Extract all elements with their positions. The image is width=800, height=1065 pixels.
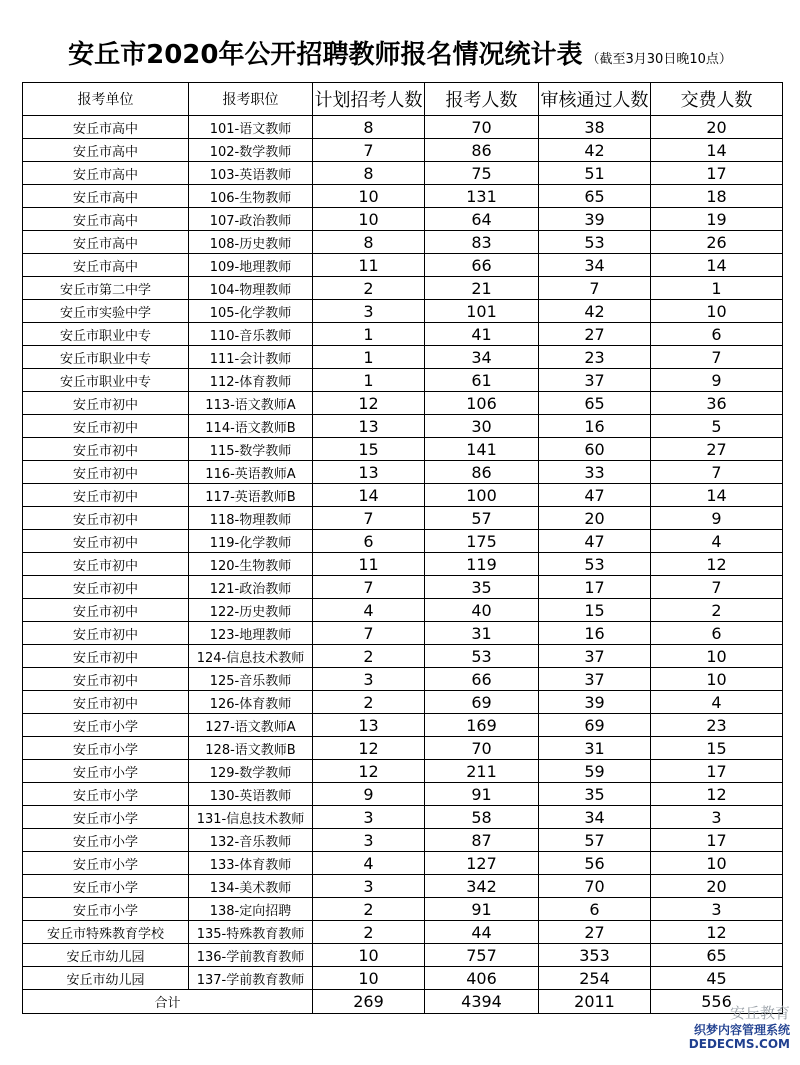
cell-unit: 安丘市实验中学 — [23, 300, 189, 323]
cell-position: 110-音乐教师 — [189, 323, 313, 346]
cell-approved: 39 — [539, 208, 651, 231]
table-row — [23, 852, 783, 875]
cell-planned: 8 — [313, 116, 425, 139]
cell-approved: 70 — [539, 875, 651, 898]
cell-position: 121-政治教师 — [189, 576, 313, 599]
cell-applicants: 70 — [425, 116, 539, 139]
header-position: 报考职位 — [189, 83, 313, 116]
cell-paid: 19 — [651, 208, 783, 231]
table-row — [23, 461, 783, 484]
cell-paid: 10 — [651, 668, 783, 691]
cell-unit: 安丘市第二中学 — [23, 277, 189, 300]
cell-approved: 65 — [539, 392, 651, 415]
table-row — [23, 599, 783, 622]
cell-unit: 安丘市初中 — [23, 507, 189, 530]
cell-planned: 11 — [313, 553, 425, 576]
table-body — [23, 116, 783, 990]
table-row — [23, 162, 783, 185]
cell-applicants: 141 — [425, 438, 539, 461]
cell-planned: 12 — [313, 737, 425, 760]
cell-applicants: 41 — [425, 323, 539, 346]
table-row — [23, 714, 783, 737]
cell-approved: 69 — [539, 714, 651, 737]
cell-planned: 8 — [313, 162, 425, 185]
cell-applicants: 69 — [425, 691, 539, 714]
table-row — [23, 645, 783, 668]
cell-unit: 安丘市初中 — [23, 691, 189, 714]
cell-approved: 31 — [539, 737, 651, 760]
cell-position: 138-定向招聘 — [189, 898, 313, 921]
cell-planned: 3 — [313, 300, 425, 323]
cell-unit: 安丘市初中 — [23, 576, 189, 599]
cell-position: 112-体育教师 — [189, 369, 313, 392]
table-row — [23, 760, 783, 783]
cell-paid: 14 — [651, 139, 783, 162]
cell-applicants: 106 — [425, 392, 539, 415]
table-row — [23, 254, 783, 277]
cell-paid: 9 — [651, 369, 783, 392]
table-row — [23, 691, 783, 714]
table-row — [23, 576, 783, 599]
cell-paid: 5 — [651, 415, 783, 438]
table-row — [23, 277, 783, 300]
cell-planned: 1 — [313, 323, 425, 346]
cell-position: 130-英语教师 — [189, 783, 313, 806]
cell-approved: 42 — [539, 300, 651, 323]
table-row — [23, 369, 783, 392]
cell-applicants: 75 — [425, 162, 539, 185]
cell-position: 131-信息技术教师 — [189, 806, 313, 829]
cell-planned: 7 — [313, 507, 425, 530]
table-row — [23, 944, 783, 967]
cell-position: 134-美术教师 — [189, 875, 313, 898]
cell-planned: 1 — [313, 369, 425, 392]
header-paid: 交费人数 — [651, 83, 783, 116]
cell-planned: 9 — [313, 783, 425, 806]
cell-planned: 10 — [313, 967, 425, 990]
cell-applicants: 169 — [425, 714, 539, 737]
cell-applicants: 21 — [425, 277, 539, 300]
cell-unit: 安丘市小学 — [23, 898, 189, 921]
cell-paid: 6 — [651, 323, 783, 346]
cell-planned: 3 — [313, 829, 425, 852]
cell-approved: 34 — [539, 806, 651, 829]
cell-paid: 23 — [651, 714, 783, 737]
cell-applicants: 127 — [425, 852, 539, 875]
cell-approved: 33 — [539, 461, 651, 484]
table-row — [23, 346, 783, 369]
cell-position: 129-数学教师 — [189, 760, 313, 783]
cell-applicants: 64 — [425, 208, 539, 231]
cell-planned: 13 — [313, 461, 425, 484]
cell-position: 103-英语教师 — [189, 162, 313, 185]
cell-position: 107-政治教师 — [189, 208, 313, 231]
cell-unit: 安丘市初中 — [23, 553, 189, 576]
table-row — [23, 185, 783, 208]
cell-planned: 10 — [313, 944, 425, 967]
cell-approved: 7 — [539, 277, 651, 300]
cell-paid: 12 — [651, 921, 783, 944]
cell-position: 122-历史教师 — [189, 599, 313, 622]
cell-paid: 7 — [651, 346, 783, 369]
cell-position: 109-地理教师 — [189, 254, 313, 277]
cell-approved: 254 — [539, 967, 651, 990]
watermark-line1: 织梦内容管理系统 — [693, 1023, 790, 1037]
table-row — [23, 921, 783, 944]
cell-unit: 安丘市职业中专 — [23, 323, 189, 346]
table-row — [23, 231, 783, 254]
cell-approved: 57 — [539, 829, 651, 852]
cell-planned: 4 — [313, 599, 425, 622]
table-row — [23, 829, 783, 852]
table-row — [23, 530, 783, 553]
table-row — [23, 139, 783, 162]
cell-position: 114-语文教师B — [189, 415, 313, 438]
cell-paid: 12 — [651, 783, 783, 806]
header-planned: 计划招考人数 — [313, 83, 425, 116]
cell-paid: 65 — [651, 944, 783, 967]
cell-position: 120-生物教师 — [189, 553, 313, 576]
cell-paid: 10 — [651, 852, 783, 875]
header-unit: 报考单位 — [23, 83, 189, 116]
table-row — [23, 300, 783, 323]
cell-unit: 安丘市幼儿园 — [23, 967, 189, 990]
cell-position: 127-语文教师A — [189, 714, 313, 737]
cell-paid: 6 — [651, 622, 783, 645]
cell-unit: 安丘市高中 — [23, 254, 189, 277]
cell-paid: 10 — [651, 645, 783, 668]
cell-paid: 3 — [651, 898, 783, 921]
cell-unit: 安丘市初中 — [23, 622, 189, 645]
cell-approved: 16 — [539, 622, 651, 645]
registration-table — [22, 82, 783, 1014]
table-row — [23, 553, 783, 576]
cell-planned: 2 — [313, 645, 425, 668]
cell-paid: 9 — [651, 507, 783, 530]
cell-unit: 安丘市特殊教育学校 — [23, 921, 189, 944]
cell-unit: 安丘市小学 — [23, 829, 189, 852]
cell-position: 124-信息技术教师 — [189, 645, 313, 668]
cell-position: 116-英语教师A — [189, 461, 313, 484]
cell-approved: 47 — [539, 530, 651, 553]
cell-paid: 4 — [651, 530, 783, 553]
table-header-row — [23, 83, 783, 116]
cell-paid: 15 — [651, 737, 783, 760]
cell-paid: 17 — [651, 760, 783, 783]
cell-applicants: 53 — [425, 645, 539, 668]
cell-unit: 安丘市初中 — [23, 530, 189, 553]
cell-approved: 42 — [539, 139, 651, 162]
cell-planned: 1 — [313, 346, 425, 369]
cell-approved: 37 — [539, 668, 651, 691]
cell-position: 125-音乐教师 — [189, 668, 313, 691]
total-approved: 2011 — [539, 990, 651, 1014]
cell-unit: 安丘市初中 — [23, 415, 189, 438]
cell-planned: 12 — [313, 392, 425, 415]
table-row — [23, 898, 783, 921]
table-row — [23, 208, 783, 231]
table-row — [23, 323, 783, 346]
cell-approved: 38 — [539, 116, 651, 139]
cell-planned: 7 — [313, 622, 425, 645]
cell-approved: 16 — [539, 415, 651, 438]
cell-approved: 15 — [539, 599, 651, 622]
cell-approved: 27 — [539, 323, 651, 346]
cell-approved: 56 — [539, 852, 651, 875]
cell-planned: 3 — [313, 875, 425, 898]
cell-unit: 安丘市高中 — [23, 231, 189, 254]
cell-paid: 2 — [651, 599, 783, 622]
cell-paid: 17 — [651, 829, 783, 852]
cell-paid: 20 — [651, 116, 783, 139]
cell-approved: 65 — [539, 185, 651, 208]
cell-applicants: 175 — [425, 530, 539, 553]
cell-applicants: 211 — [425, 760, 539, 783]
cell-approved: 20 — [539, 507, 651, 530]
table-row — [23, 438, 783, 461]
total-label: 合计 — [23, 990, 313, 1014]
cell-position: 126-体育教师 — [189, 691, 313, 714]
cell-paid: 3 — [651, 806, 783, 829]
table-row — [23, 875, 783, 898]
cell-paid: 7 — [651, 576, 783, 599]
cell-applicants: 57 — [425, 507, 539, 530]
cell-applicants: 131 — [425, 185, 539, 208]
cell-applicants: 58 — [425, 806, 539, 829]
watermark-line2: DEDECMS.COM — [688, 1037, 790, 1051]
table-row — [23, 484, 783, 507]
cell-unit: 安丘市初中 — [23, 599, 189, 622]
cell-applicants: 35 — [425, 576, 539, 599]
cell-applicants: 40 — [425, 599, 539, 622]
cell-approved: 23 — [539, 346, 651, 369]
cell-paid: 27 — [651, 438, 783, 461]
cell-applicants: 342 — [425, 875, 539, 898]
cell-position: 117-英语教师B — [189, 484, 313, 507]
cell-applicants: 86 — [425, 461, 539, 484]
cell-approved: 39 — [539, 691, 651, 714]
table-row — [23, 668, 783, 691]
table-row — [23, 116, 783, 139]
table-row — [23, 806, 783, 829]
cell-paid: 1 — [651, 277, 783, 300]
cell-planned: 15 — [313, 438, 425, 461]
cell-planned: 13 — [313, 415, 425, 438]
cell-applicants: 70 — [425, 737, 539, 760]
cell-approved: 27 — [539, 921, 651, 944]
table-row — [23, 967, 783, 990]
cell-planned: 3 — [313, 806, 425, 829]
cell-planned: 10 — [313, 185, 425, 208]
cell-paid: 10 — [651, 300, 783, 323]
cell-paid: 20 — [651, 875, 783, 898]
cell-planned: 8 — [313, 231, 425, 254]
cell-planned: 11 — [313, 254, 425, 277]
cell-unit: 安丘市幼儿园 — [23, 944, 189, 967]
cell-planned: 2 — [313, 691, 425, 714]
cell-position: 113-语文教师A — [189, 392, 313, 415]
cell-applicants: 101 — [425, 300, 539, 323]
cell-position: 137-学前教育教师 — [189, 967, 313, 990]
header-applicants: 报考人数 — [425, 83, 539, 116]
cell-applicants: 100 — [425, 484, 539, 507]
cell-position: 101-语文教师 — [189, 116, 313, 139]
page-title: 安丘市2020年公开招聘教师报名情况统计表 — [68, 40, 583, 70]
cell-approved: 53 — [539, 553, 651, 576]
cell-approved: 37 — [539, 369, 651, 392]
cell-unit: 安丘市初中 — [23, 484, 189, 507]
cell-applicants: 66 — [425, 254, 539, 277]
title-bar — [0, 34, 800, 71]
cell-planned: 2 — [313, 898, 425, 921]
cell-applicants: 66 — [425, 668, 539, 691]
cell-unit: 安丘市小学 — [23, 806, 189, 829]
cell-unit: 安丘市职业中专 — [23, 346, 189, 369]
header-approved: 审核通过人数 — [539, 83, 651, 116]
total-row — [23, 990, 783, 1014]
cell-unit: 安丘市初中 — [23, 668, 189, 691]
cell-approved: 51 — [539, 162, 651, 185]
cell-paid: 18 — [651, 185, 783, 208]
cell-planned: 12 — [313, 760, 425, 783]
cell-applicants: 757 — [425, 944, 539, 967]
cell-unit: 安丘市高中 — [23, 116, 189, 139]
cell-approved: 59 — [539, 760, 651, 783]
total-applicants: 4394 — [425, 990, 539, 1014]
cell-position: 115-数学教师 — [189, 438, 313, 461]
cell-planned: 13 — [313, 714, 425, 737]
cell-applicants: 91 — [425, 783, 539, 806]
cell-paid: 45 — [651, 967, 783, 990]
watermark-site — [689, 1023, 790, 1051]
cell-position: 102-数学教师 — [189, 139, 313, 162]
cell-position: 105-化学教师 — [189, 300, 313, 323]
cell-applicants: 34 — [425, 346, 539, 369]
cell-position: 104-物理教师 — [189, 277, 313, 300]
cell-applicants: 406 — [425, 967, 539, 990]
cell-planned: 6 — [313, 530, 425, 553]
cell-paid: 26 — [651, 231, 783, 254]
cell-position: 135-特殊教育教师 — [189, 921, 313, 944]
cell-planned: 4 — [313, 852, 425, 875]
cell-paid: 17 — [651, 162, 783, 185]
cell-applicants: 86 — [425, 139, 539, 162]
cell-applicants: 31 — [425, 622, 539, 645]
cell-approved: 35 — [539, 783, 651, 806]
cell-applicants: 83 — [425, 231, 539, 254]
cell-paid: 36 — [651, 392, 783, 415]
cell-paid: 14 — [651, 484, 783, 507]
cell-unit: 安丘市高中 — [23, 162, 189, 185]
cell-approved: 34 — [539, 254, 651, 277]
cell-planned: 7 — [313, 139, 425, 162]
cell-approved: 353 — [539, 944, 651, 967]
cell-paid: 14 — [651, 254, 783, 277]
cell-approved: 17 — [539, 576, 651, 599]
cell-unit: 安丘市高中 — [23, 208, 189, 231]
cell-position: 111-会计教师 — [189, 346, 313, 369]
cell-approved: 6 — [539, 898, 651, 921]
cell-approved: 37 — [539, 645, 651, 668]
cell-unit: 安丘市小学 — [23, 875, 189, 898]
cell-paid: 7 — [651, 461, 783, 484]
cell-unit: 安丘市小学 — [23, 737, 189, 760]
cell-applicants: 61 — [425, 369, 539, 392]
cell-applicants: 44 — [425, 921, 539, 944]
cell-applicants: 91 — [425, 898, 539, 921]
cell-planned: 14 — [313, 484, 425, 507]
cell-unit: 安丘市初中 — [23, 438, 189, 461]
cell-planned: 3 — [313, 668, 425, 691]
table-row — [23, 737, 783, 760]
cell-position: 132-音乐教师 — [189, 829, 313, 852]
cell-unit: 安丘市职业中专 — [23, 369, 189, 392]
cell-approved: 47 — [539, 484, 651, 507]
table-row — [23, 392, 783, 415]
cell-unit: 安丘市初中 — [23, 645, 189, 668]
table-row — [23, 622, 783, 645]
total-planned: 269 — [313, 990, 425, 1014]
page-subtitle: （截至3月30日晚10点） — [586, 52, 732, 67]
cell-position: 123-地理教师 — [189, 622, 313, 645]
cell-approved: 60 — [539, 438, 651, 461]
cell-approved: 53 — [539, 231, 651, 254]
table-row — [23, 415, 783, 438]
table-row — [23, 783, 783, 806]
cell-position: 128-语文教师B — [189, 737, 313, 760]
cell-planned: 10 — [313, 208, 425, 231]
cell-position: 106-生物教师 — [189, 185, 313, 208]
cell-paid: 12 — [651, 553, 783, 576]
cell-position: 136-学前教育教师 — [189, 944, 313, 967]
cell-unit: 安丘市初中 — [23, 392, 189, 415]
total-paid: 556 — [651, 990, 783, 1014]
cell-applicants: 30 — [425, 415, 539, 438]
cell-unit: 安丘市小学 — [23, 852, 189, 875]
cell-unit: 安丘市小学 — [23, 783, 189, 806]
cell-planned: 2 — [313, 277, 425, 300]
watermark-source: 安丘教育 — [729, 1004, 790, 1022]
cell-paid: 4 — [651, 691, 783, 714]
watermark — [689, 1002, 790, 1051]
cell-unit: 安丘市初中 — [23, 461, 189, 484]
cell-position: 119-化学教师 — [189, 530, 313, 553]
cell-unit: 安丘市高中 — [23, 139, 189, 162]
cell-unit: 安丘市小学 — [23, 760, 189, 783]
table-row — [23, 507, 783, 530]
cell-position: 118-物理教师 — [189, 507, 313, 530]
cell-applicants: 119 — [425, 553, 539, 576]
cell-position: 133-体育教师 — [189, 852, 313, 875]
cell-planned: 7 — [313, 576, 425, 599]
cell-planned: 2 — [313, 921, 425, 944]
cell-applicants: 87 — [425, 829, 539, 852]
cell-unit: 安丘市高中 — [23, 185, 189, 208]
cell-unit: 安丘市小学 — [23, 714, 189, 737]
cell-position: 108-历史教师 — [189, 231, 313, 254]
